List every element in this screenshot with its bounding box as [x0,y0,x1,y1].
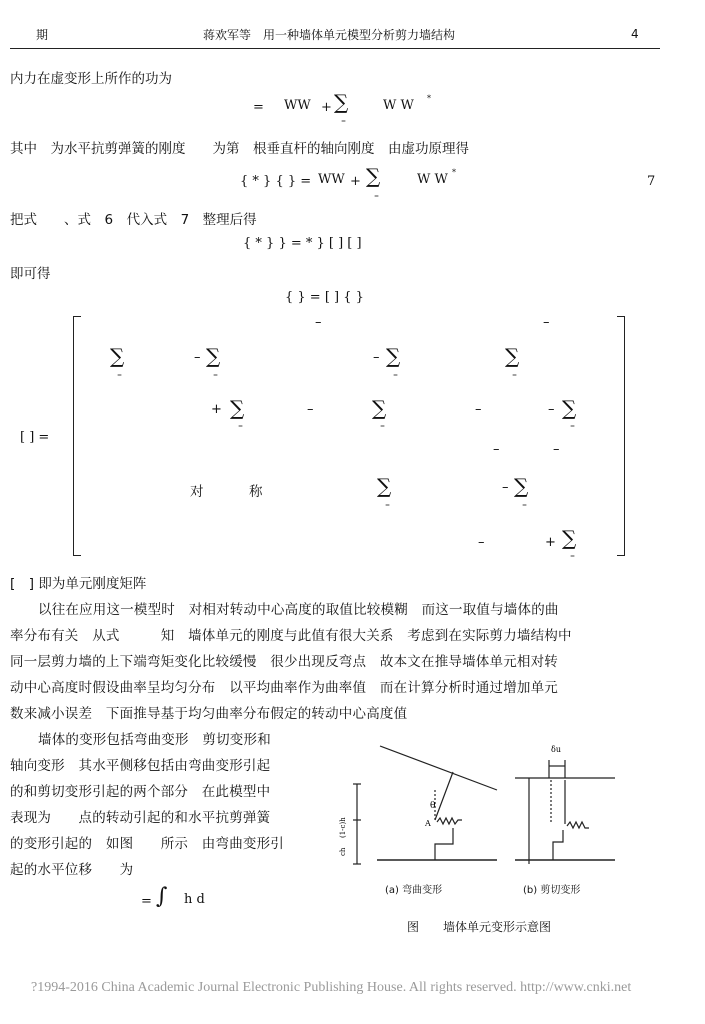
rotated-bar [435,772,453,820]
paragraph-line: 起的水平位移 为 [10,862,134,878]
lower-bar-b [553,830,563,860]
deformed-top-line [380,746,497,790]
paragraph-line: 的变形引起的 如图 所示 由弯曲变形引 [10,836,284,852]
right-bracket [617,316,625,556]
paragraph-line: 轴向变形 其水平侧移包括由弯曲变形引起 [10,758,271,774]
equation-4: { } = [ ] { } [285,290,364,305]
point-a-label: A [425,819,431,828]
deformation-diagram [325,738,625,888]
h1c-label: (1-c)h [339,817,347,838]
paragraph-line: 数来减小误差 下面推导基于均匀曲率分布假定的转动中心高度值 [10,706,408,722]
equation-5: = ∫ h d [141,884,205,909]
text-line: [ ] 即为单元刚度矩阵 [10,576,147,592]
ch-label: ch [339,847,347,856]
copyright-footer: ?1994-2016 China Academic Journal Electronic Publishing House. All rights reserved. http://www.cnki.net [31,980,632,995]
text-line: 即可得 [10,266,51,282]
delta-label: δu [551,745,561,754]
text-line: 其中 为水平抗剪弹簧的刚度 为第 根垂直杆的轴向刚度 由虚功原理得 [10,141,469,157]
theta-label: θ [430,801,436,811]
matrix-lhs: [ ] = [20,430,50,445]
header-title: 蒋欢军等 用一种墙体单元模型分析剪力墙结构 [203,28,456,42]
paragraph-line: 的和剪切变形引起的两个部分 在此模型中 [10,784,271,800]
header-journal-issue: 期 [36,28,49,42]
paragraph-line: 同一层剪力墙的上下端弯矩变化比较缓慢 很少出现反弯点 故本文在推导墙体单元相对转 [10,654,558,670]
spring-a [437,818,462,824]
equation-number: 7 [647,174,656,189]
paragraph-line: 表现为 点的转动引起的和水平抗剪弹簧 [10,810,271,826]
paragraph-line: 墙体的变形包括弯曲变形 剪切变形和 [38,732,271,748]
page-number: 4 [631,27,639,41]
subfigure-label-a: (a) 弯曲变形 [385,885,443,896]
spring-b [567,822,589,828]
equation-3: { * } } = * } [ ] [ ] [243,236,362,251]
text-line: 内力在虚变形上所作的功为 [10,71,172,87]
paragraph-line: 以往在应用这一模型时 对相对转动中心高度的取值比较模糊 而这一取值与墙体的曲 [38,602,559,618]
figure-wall-deformation [325,738,625,938]
lower-rigid-bar [435,828,453,860]
header-rule [10,48,660,49]
text-line: 把式 、式 6 代入式 7 整理后得 [10,212,257,228]
left-bracket [73,316,81,556]
subfigure-label-b: (b) 剪切变形 [523,885,581,896]
equation-2: { * } { } = WW + ∑ = W W * 7 [240,164,656,200]
paragraph-line: 动中心高度时假设曲率呈均匀分布 以平均曲率作为曲率值 而在计算分析时通过增加单元 [10,680,558,696]
paragraph-line: 率分布有关 从式 知 墙体单元的刚度与此值有很大关系 考虑到在实际剪力墙结构中 [10,628,572,644]
figure-caption: 图 墙体单元变形示意图 [407,920,552,934]
stiffness-matrix: [ ] = – – ∑ = – ∑ = – ∑ = ∑ = + ∑ = – ∑ = – – ∑ = – – 对 称 ∑ = – ∑ = – + ∑ = [0,312,705,560]
equation-1: = WW + ∑ = W W * [253,90,431,125]
